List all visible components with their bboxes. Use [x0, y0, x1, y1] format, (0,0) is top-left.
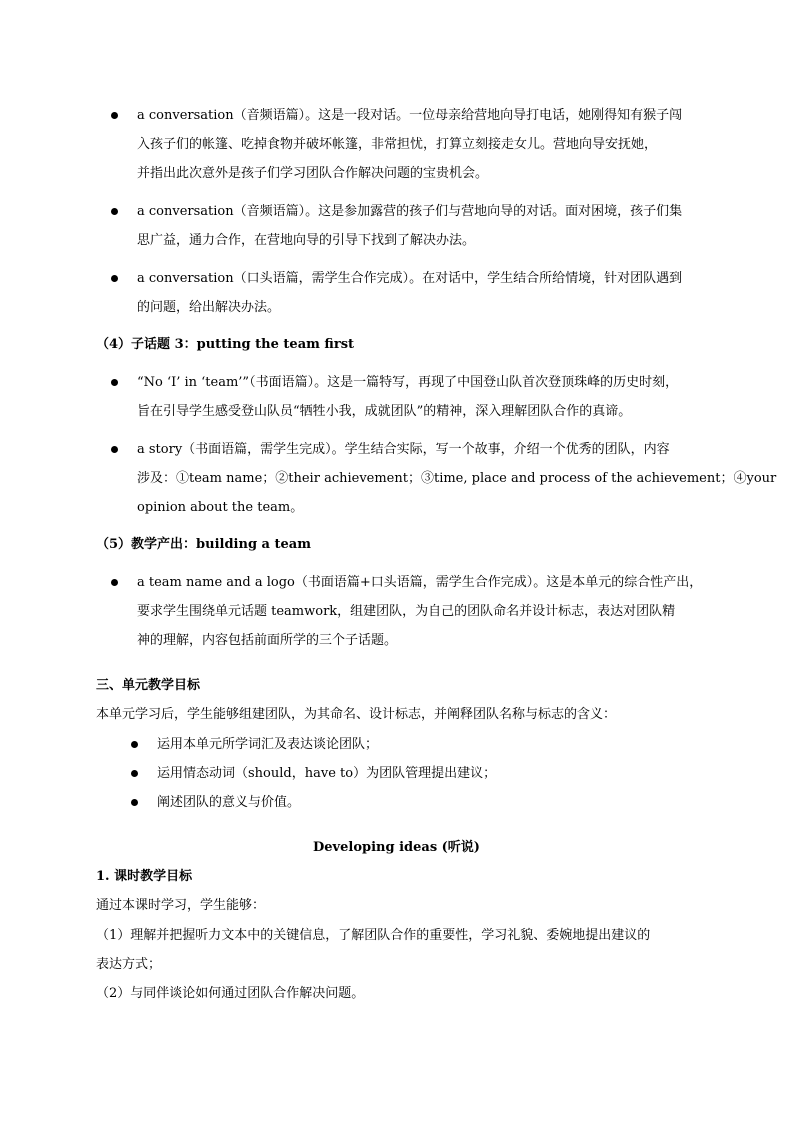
text-line: 要求学生围绕单元话题 teamwork，组建团队，为自己的团队命名并设计标志，表达对团队精 [137, 604, 676, 619]
objective-line: 表达方式； [96, 957, 162, 972]
text-line: 入孩子们的帐篷、吃掉食物并破坏帐篷，非常担忧，打算立刻接走女儿。营地向导安抚她， [137, 137, 658, 152]
text-line: a conversation（音频语篇）。这是一段对话。一位母亲给营地向导打电话，她刚得知有猴子闯 [137, 108, 683, 123]
text-line: a conversation（音频语篇）。这是参加露营的孩子们与营地向导的对话。面对困境，孩子们集 [137, 204, 683, 219]
text-line: a conversation（口头语篇，需学生合作完成）。在对话中，学生结合所给情境，针对团队遇到 [137, 271, 683, 286]
output-heading: （5）教学产出：building a team [96, 537, 311, 552]
objectives-intro: 通过本课时学习，学生能够： [96, 898, 266, 913]
objective-line: （2）与同伴谈论如何通过团队合作解决问题。 [96, 986, 365, 1001]
text-line: 阐述团队的意义与价值。 [157, 795, 301, 810]
text-line: a story（书面语篇，需学生完成）。学生结合实际，写一个故事，介绍一个优秀的团队，内容 [137, 442, 670, 457]
objective-line: （1）理解并把握听力文本中的关键信息，了解团队合作的重要性，学习礼貌、委婉地提出建议的 [96, 928, 651, 943]
text-line: 的问题，给出解决办法。 [137, 300, 281, 315]
text-line: a team name and a logo（书面语篇+口头语篇，需学生合作完成）。这是本单元的综合性产出， [137, 575, 703, 590]
text-line: 涉及：①team name；②their achievement；③time, place and process of the achievement；④your [137, 471, 777, 486]
text-line: opinion about the team。 [137, 500, 304, 515]
bullet-icon [131, 770, 138, 777]
text-line: 运用本单元所学词汇及表达谈论团队； [157, 737, 379, 752]
text-line: 思广益，通力合作，在营地向导的引导下找到了解决办法。 [137, 233, 476, 248]
bullet-icon [111, 112, 118, 119]
goals-intro: 本单元学习后，学生能够组建团队，为其命名、设计标志，并阐释团队名称与标志的含义： [96, 707, 617, 722]
text-line: 旨在引导学生感受登山队员“牺牲小我，成就团队”的精神，深入理解团队合作的真谛。 [137, 404, 632, 419]
text-line: 并指出此次意外是孩子们学习团队合作解决问题的宝贵机会。 [137, 166, 489, 181]
bullet-icon [111, 379, 118, 386]
bullet-icon [131, 741, 138, 748]
bullet-icon [111, 446, 118, 453]
bullet-icon [131, 799, 138, 806]
subtopic-3-heading: （4）子话题 3：putting the team first [96, 337, 355, 352]
text-line: “No ‘I’ in ‘team’”（书面语篇）。这是一篇特写，再现了中国登山队首次登顶珠峰的历史时刻， [137, 375, 679, 390]
text-line: 运用情态动词（should，have to）为团队管理提出建议； [157, 766, 497, 781]
bullet-icon [111, 579, 118, 586]
objectives-heading: 1. 课时教学目标 [96, 869, 193, 884]
bullet-icon [111, 208, 118, 215]
lesson-title: Developing ideas (听说) [313, 840, 480, 855]
text-line: 神的理解，内容包括前面所学的三个子话题。 [137, 633, 398, 648]
goals-heading: 三、单元教学目标 [96, 678, 201, 693]
bullet-icon [111, 275, 118, 282]
